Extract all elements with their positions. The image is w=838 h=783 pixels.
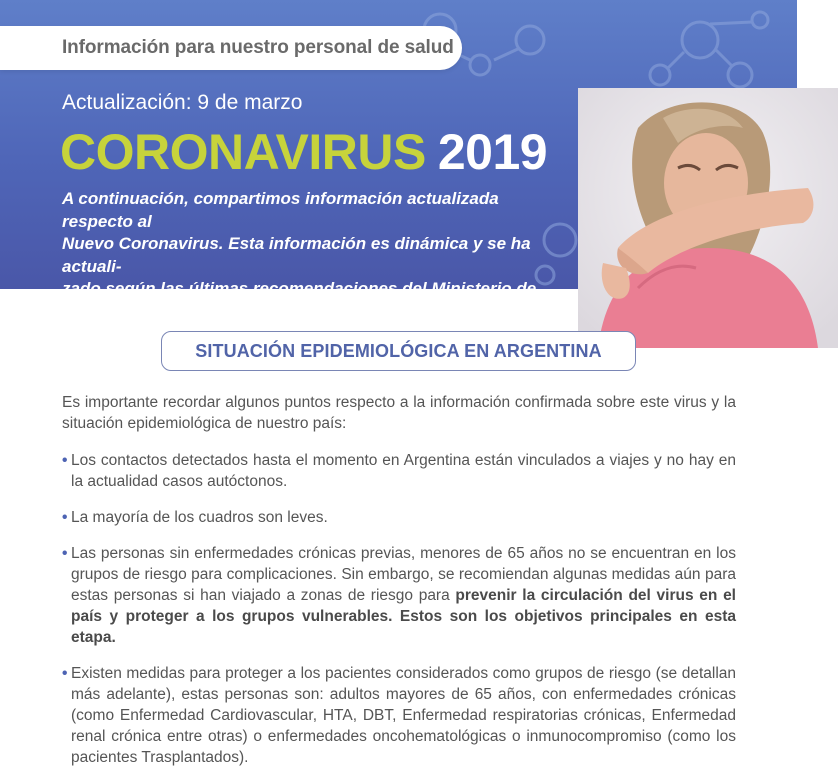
bullet-dot: • — [62, 665, 68, 682]
main-content — [62, 392, 736, 783]
header-banner — [0, 0, 797, 321]
intro-line: Nuevo Coronavirus. Esta información es dinámica y se ha actuali- — [62, 234, 531, 276]
page-title — [60, 124, 547, 180]
audience-label: Información para nuestro personal de salud — [62, 37, 454, 58]
list-item — [62, 663, 736, 768]
list-item-text: La mayoría de los cuadros son leves. — [71, 509, 328, 526]
bullet-dot: • — [62, 452, 68, 469]
list-item-text: Las personas sin enfermedades crónicas previas, menores de 65 años no se encuentran en los grupos de riesgo para complicaciones. Sin embargo, se recomiendan algunas medidas aún para estas personas si han viajado a zonas de riesgo para — [71, 545, 736, 604]
list-item — [62, 543, 736, 648]
list-item — [62, 507, 736, 528]
section-heading: SITUACIÓN EPIDEMIOLÓGICA EN ARGENTINA — [195, 340, 602, 361]
list-item-text: Existen medidas para proteger a los pacientes considerados como grupos de riesgo (se detallan más adelante), estas personas son: adultos mayores de 65 años, con enfermedades crónicas (como Enfermedad Cardiovascular, HTA, DBT, Enfermedad respiratorias crónicas, Enfermedad renal crónica entre otras) o enfermedades oncohematológicas o inmunocompromiso (como los pacientes Trasplantados). — [71, 665, 736, 766]
intro-paragraph — [62, 188, 562, 323]
update-date: Actualización: 9 de marzo — [62, 91, 303, 114]
intro-line: zado según las últimas recomendaciones del Ministerio de Salud. — [62, 279, 537, 321]
list-item-text: Los contactos detectados hasta el momento en Argentina están vinculados a viajes y no hay en la actualidad casos autóctonos. — [71, 452, 736, 490]
title-word: CORONAVIRUS — [60, 124, 426, 180]
bullet-dot: • — [62, 509, 68, 526]
list-item-emphasis: prevenir la circulación del virus en el país y proteger a los grupos vulnerables. Estos son los objetivos principales en esta etapa. — [71, 587, 736, 646]
lead-paragraph: Es importante recordar algunos puntos respecto a la información confirmada sobre este virus y la situación epidemiológica de nuestro país: — [62, 394, 736, 432]
bullet-dot: • — [62, 545, 68, 562]
coughing-woman-photo — [578, 88, 838, 348]
bullet-list — [62, 450, 736, 768]
list-item — [62, 450, 736, 492]
intro-line: A continuación, compartimos información actualizada respecto al — [62, 189, 499, 231]
title-year: 2019 — [437, 124, 548, 180]
section-heading-box — [161, 331, 636, 371]
audience-label-strip — [0, 26, 462, 70]
